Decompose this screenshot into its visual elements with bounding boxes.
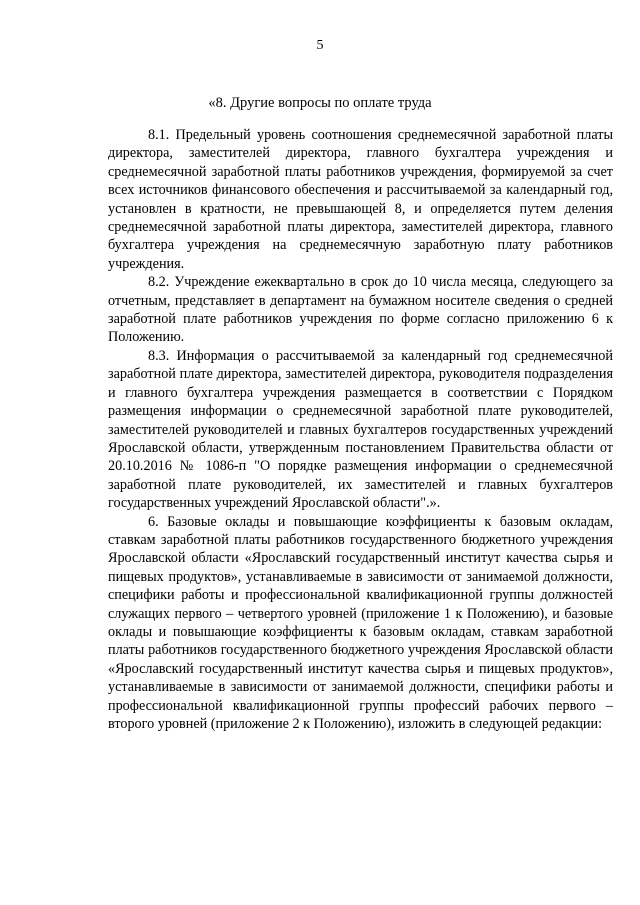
paragraph-8-3: 8.3. Информация о рассчитываемой за календарный год среднемесячной заработной плате директора, заместителей директора, руководителя подразделения и главного бухгалтера учреждения размещается в соответствии с Порядком размещения информации о среднемесячной заработной плате руководителей, заместителей руководителей и главных бухгалтеров государственных учреждений Ярославской области, утвержденным постановлением Правительства области от 20.10.2016 № 1086-п "О порядке размещения информации о среднемесячной заработной плате руководителей, их заместителей и главных бухгалтеров государственных учреждений Ярославской области".». (108, 347, 613, 512)
paragraph-6: 6. Базовые оклады и повышающие коэффициенты к базовым окладам, ставкам заработной платы работников государственного бюджетного учреждения Ярославской области «Ярославский государственный институт качества сырья и пищевых продуктов», устанавливаемые в зависимости от занимаемой должности, специфики работы и профессиональной квалификационной группы должностей служащих первого – четвертого уровней (приложение 1 к Положению), и базовые оклады и повышающие коэффициенты к базовым окладам, ставкам заработной платы работников государственного бюджетного учреждения Ярославской области «Ярославский государственный институт качества сырья и пищевых продуктов», устанавливаемые в зависимости от занимаемой должности, специфики работы и профессиональной квалификационной группы профессий рабочих первого – второго уровней (приложение 2 к Положению), изложить в следующей редакции: (108, 513, 613, 732)
paragraph-8-2: 8.2. Учреждение ежеквартально в срок до 10 числа месяца, следующего за отчетным, представляет в департамент на бумажном носителе сведения о средней заработной плате работников учреждения по форме согласно приложению 6 к Положению. (108, 274, 613, 346)
paragraph-8-1: 8.1. Предельный уровень соотношения среднемесячной заработной платы директора, заместителей директора, главного бухгалтера учреждения и среднемесячной заработной платы работников учреждения, формируемой за счет всех источников финансового обеспечения и рассчитываемой за календарный год, установлен в кратности, не превышающей 8, и определяется путем деления среднемесячной заработной платы директора, заместителей директора, главного бухгалтера учреждения на среднемесячную заработную плату работников учреждения. (108, 127, 613, 272)
section-heading: «8. Другие вопросы по оплате труда (208, 95, 432, 111)
body-text (108, 126, 613, 733)
page-number: 5 (316, 38, 324, 53)
